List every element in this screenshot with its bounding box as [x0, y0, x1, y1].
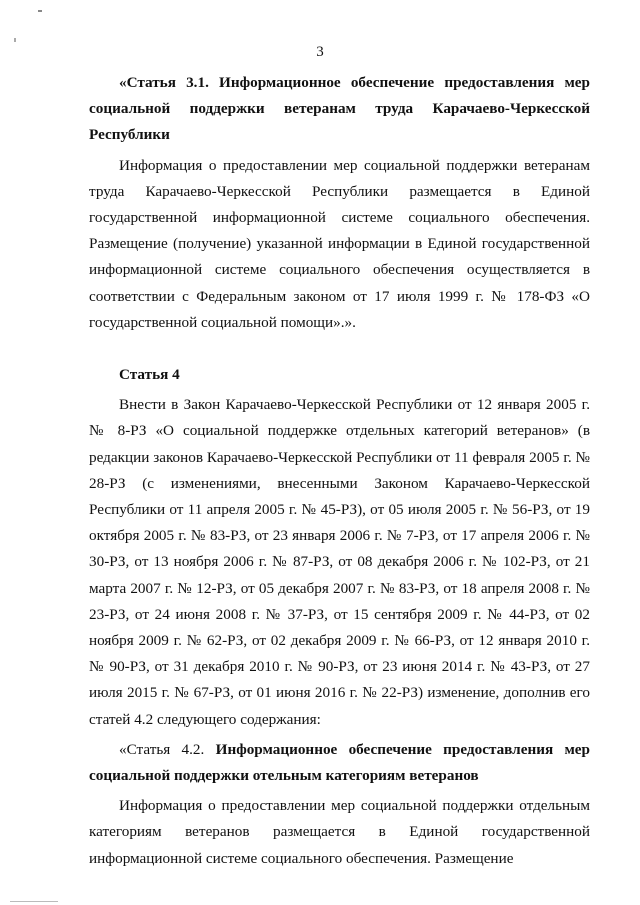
article-4-body: Внести в Закон Карачаево-Черкесской Республики от 12 января 2005 г. № 8-РЗ «О социальной поддержке отдельных категорий ветеранов» (в редакции законов Карачаево-Черкесской Республики от 11 февраля 2005 г. № 28-РЗ (с изменениями, внесенными Законом Карачаево-Черкесской Республики от 11 апреля 2005 г. № 45-РЗ), от 05 июля 2005 г. № 56-РЗ, от 19 октября 2005 г. № 83-РЗ, от 23 января 2006 г. № 7-РЗ, от 17 апреля 2006 г. № 30-РЗ, от 13 ноября 2006 г. № 87-РЗ, от 08 декабря 2006 г. № 102-РЗ, от 21 марта 2007 г. № 12-РЗ, от 05 декабря 2007 г. № 83-РЗ, от 18 апреля 2008 г. № 23-РЗ, от 24 июня 2008 г. № 37-РЗ, от 15 сентября 2009 г. № 44-РЗ, от 02 ноября 2009 г. № 62-РЗ, от 02 декабря 2009 г. № 66-РЗ, от 12 января 2010 г. № 90-РЗ, от 31 декабря 2010 г. № 90-РЗ, от 23 июня 2014 г. № 43-РЗ, от 27 июля 2015 г. № 67-РЗ, от 01 июня 2016 г. № 22-РЗ) изменение, дополнив его статей 4.2 следующего содержания:	[89, 396, 590, 728]
scan-mark	[14, 38, 16, 42]
article-4-2-body: Информация о предоставлении мер социальной поддержки отдельным категориям ветеранов размещается в Единой государственной информационной системе социального обеспечения. Размещение	[89, 797, 590, 867]
article-4-2-heading-prefix: «Статья 4.2.	[119, 740, 205, 758]
article-4-2-heading-title: Информационное обеспечение предоставления мер социальной поддержки отельным категориям ветеранов	[89, 740, 590, 785]
document-body	[89, 70, 590, 872]
article-3-1-heading: «Статья 3.1. Информационное обеспечение предоставления мер социальной поддержки ветеранам труда Карачаево-Черкесской Республики	[89, 74, 590, 144]
scan-speck	[38, 10, 42, 12]
article-3-1-body: Информация о предоставлении мер социальной поддержки ветеранам труда Карачаево-Черкесской Республики размещается в Единой государственной информационной системе социального обеспечения. Размещение (получение) указанной информации в Единой государственной информационной системе социального обеспечения осуществляется в соответствии с Федеральным законом от 17 июля 1999 г. № 178-ФЗ «О государственной социальной помощи».».	[89, 156, 590, 331]
page-number: 3	[316, 44, 324, 60]
article-4-2-heading	[89, 737, 590, 789]
scan-edge-line	[10, 901, 58, 902]
article-4-heading: Статья 4	[119, 366, 180, 384]
